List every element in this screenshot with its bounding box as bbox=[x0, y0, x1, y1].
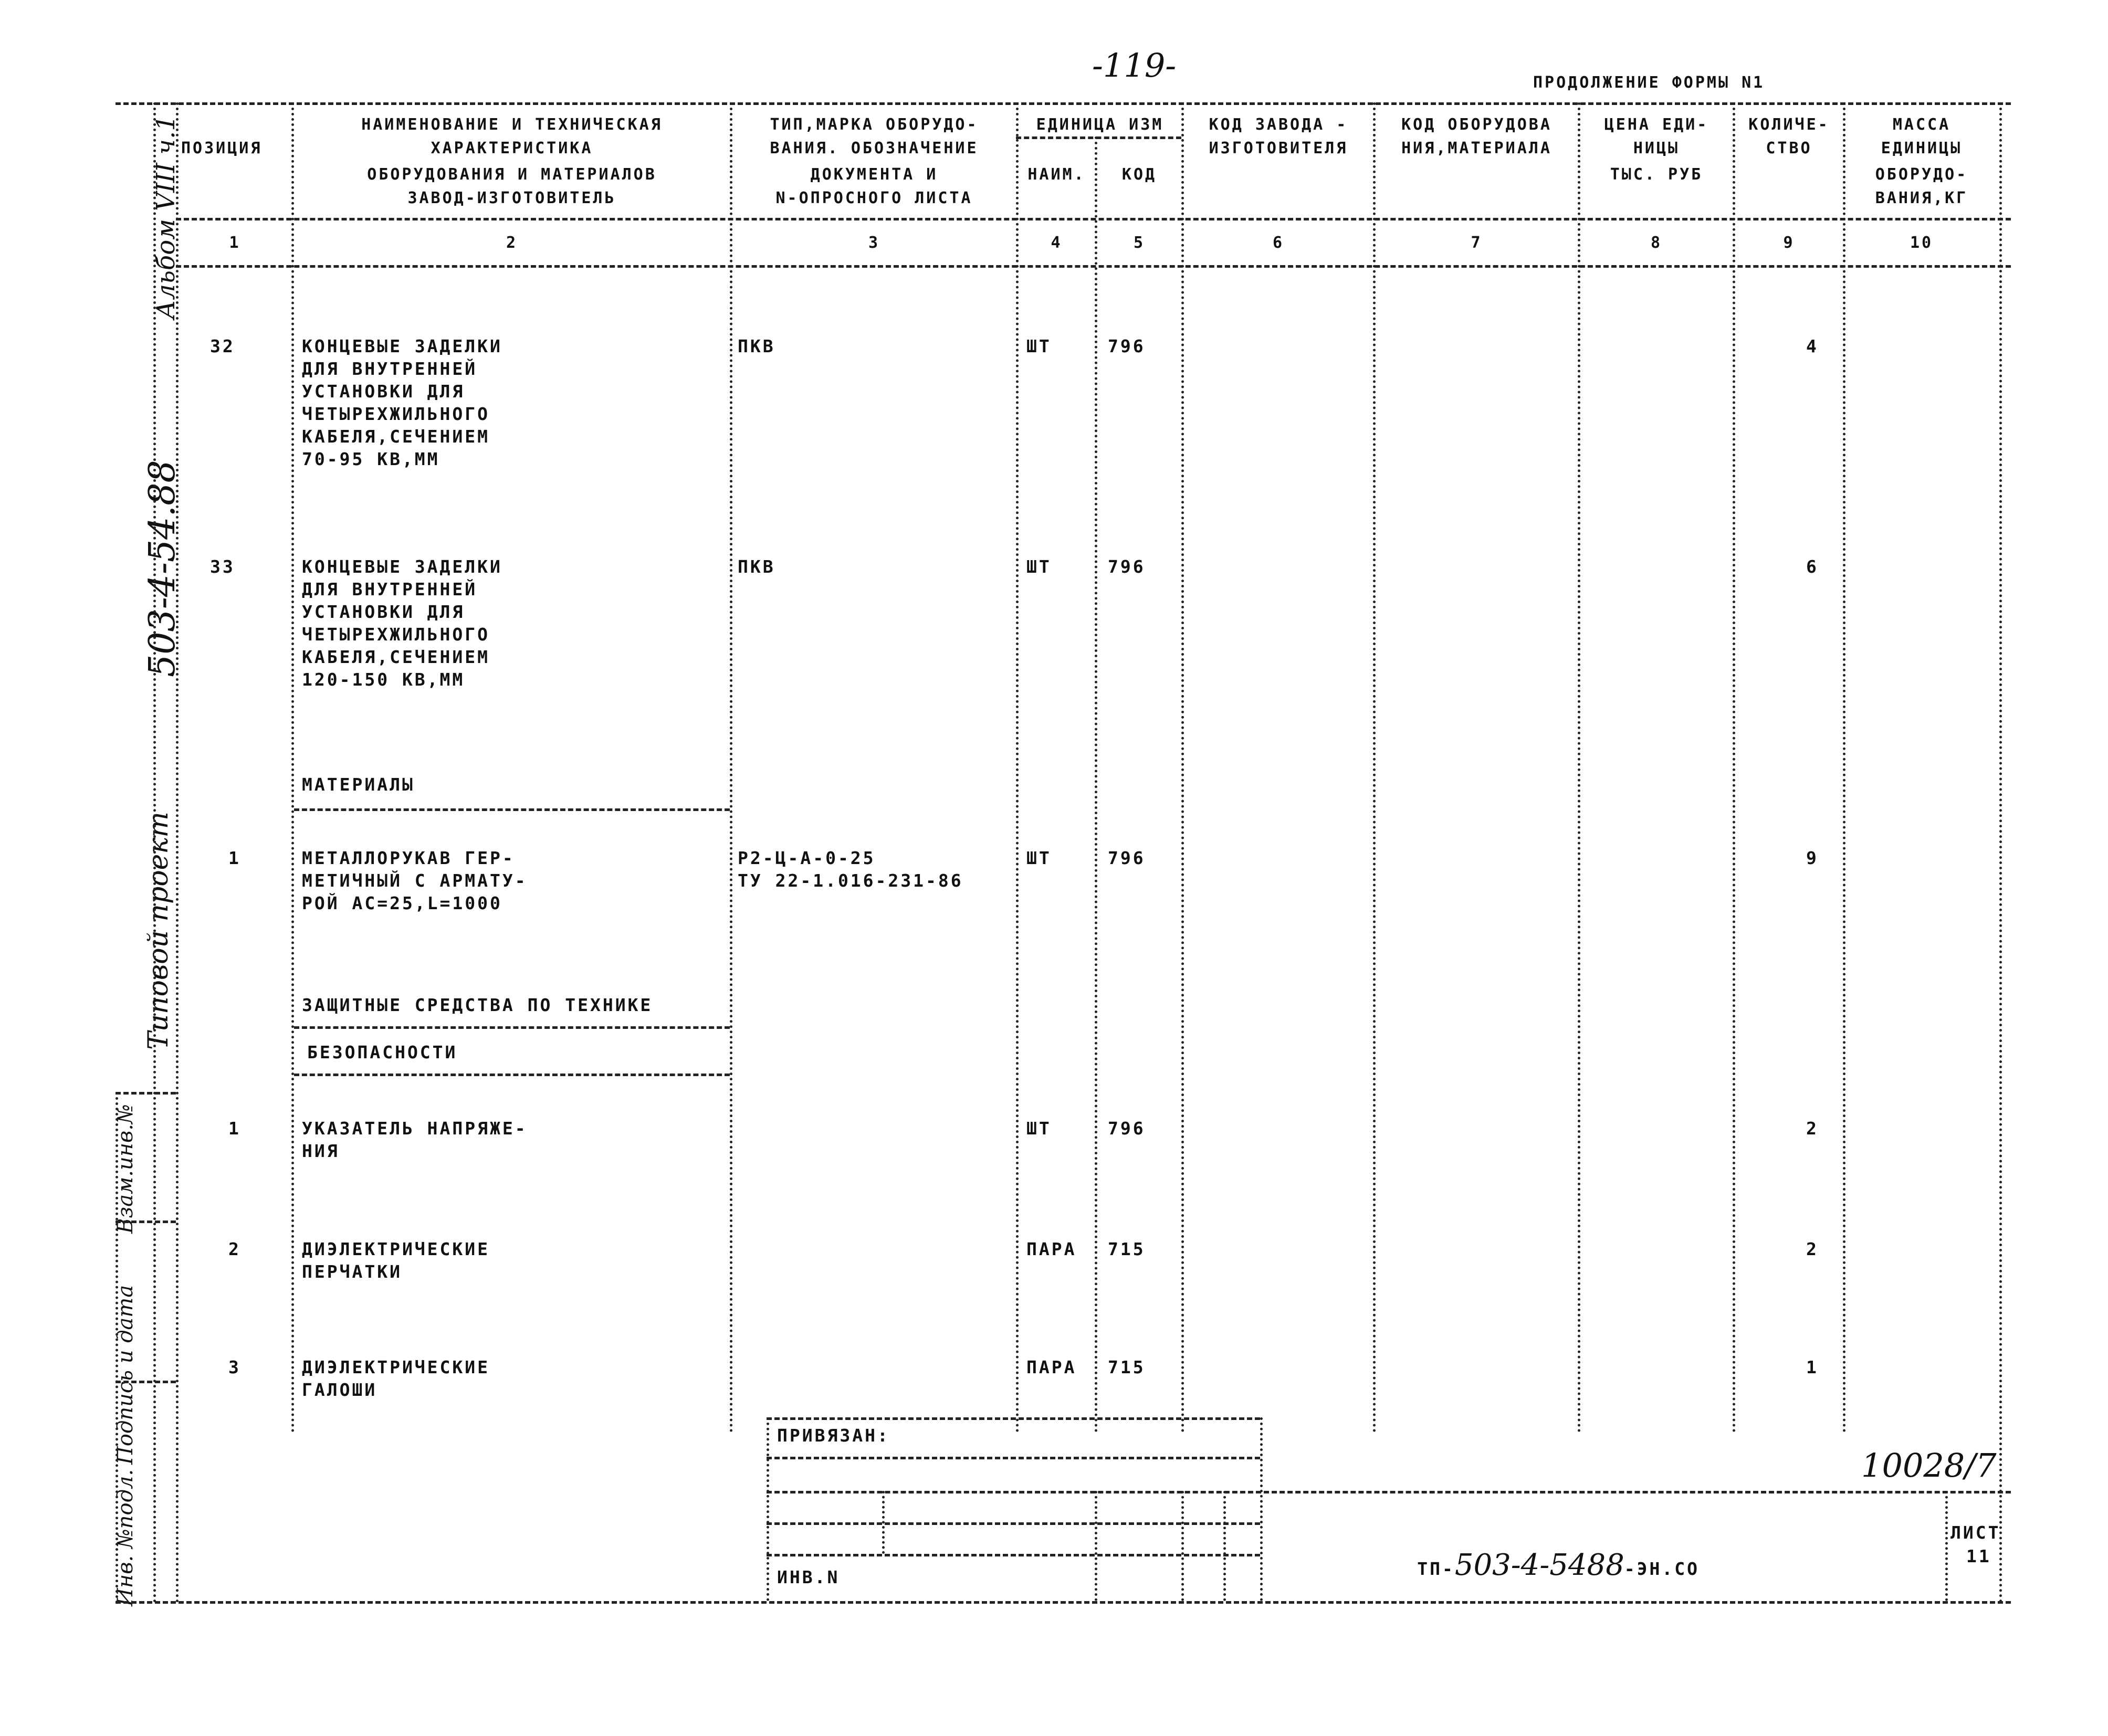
column-number: 5 bbox=[1133, 234, 1146, 252]
row-name-line: ДИЭЛЕКТРИЧЕСКИЕ bbox=[302, 1357, 490, 1377]
document-code bbox=[1407, 1538, 1700, 1582]
header-name-line: ЗАВОД-ИЗГОТОВИТЕЛЬ bbox=[407, 189, 616, 207]
row-name-line: УСТАНОВКИ ДЛЯ bbox=[302, 602, 465, 622]
replace-inv-stamp-label: Взам.инв.№ bbox=[113, 1104, 138, 1234]
section-underline bbox=[294, 808, 730, 811]
column-number: 6 bbox=[1272, 234, 1285, 252]
row-unit: ШТ bbox=[1026, 1118, 1052, 1139]
stamp-cell-divider bbox=[1181, 1491, 1184, 1601]
page-number: -119- bbox=[1092, 46, 1177, 85]
section-underline bbox=[294, 1074, 730, 1076]
col-divider bbox=[1095, 136, 1097, 1433]
stamp-border bbox=[767, 1491, 2011, 1493]
column-number: 3 bbox=[868, 234, 880, 252]
header-mass: ВАНИЯ,КГ bbox=[1875, 189, 1968, 207]
row-name-line: КОНЦЕВЫЕ ЗАДЕЛКИ bbox=[302, 336, 502, 356]
typical-project-label: Типовой проект bbox=[143, 812, 174, 1050]
column-number: 2 bbox=[506, 234, 518, 252]
document-code-handwritten: 503-4-5488 bbox=[1454, 1548, 1624, 1582]
stamp-cell-divider bbox=[882, 1491, 885, 1554]
row-name-line: МЕТИЧНЫЙ С АРМАТУ- bbox=[302, 870, 528, 891]
stamp-border bbox=[767, 1417, 1260, 1420]
row-name-line: ЧЕТЫРЕХЖИЛЬНОГО bbox=[302, 404, 490, 424]
row-unit-code: 796 bbox=[1108, 848, 1146, 868]
row-quantity: 6 bbox=[1806, 556, 1819, 577]
document-code-prefix: ТП- bbox=[1417, 1559, 1455, 1579]
col-divider bbox=[1373, 102, 1376, 1433]
row-position: 3 bbox=[228, 1357, 241, 1377]
row-unit-code: 715 bbox=[1108, 1357, 1146, 1377]
stamp-border bbox=[767, 1522, 1260, 1525]
row-name-line: КАБЕЛЯ,СЕЧЕНИЕМ bbox=[302, 647, 490, 667]
header-type-line: N-ОПРОСНОГО ЛИСТА bbox=[775, 189, 973, 207]
header-mass: ЕДИНИЦЫ bbox=[1881, 139, 1963, 157]
section-materials: МАТЕРИАЛЫ bbox=[302, 774, 415, 795]
sheet-number: 11 bbox=[1966, 1546, 1991, 1566]
margin-stamp-border bbox=[116, 1092, 118, 1604]
row-name-line: ПЕРЧАТКИ bbox=[302, 1261, 402, 1282]
stamp-cell-divider bbox=[1223, 1491, 1226, 1601]
col-divider bbox=[1578, 102, 1580, 1433]
header-equipment-code: НИЯ,МАТЕРИАЛА bbox=[1401, 139, 1552, 157]
project-code-vertical: 503-4-54.88 bbox=[142, 460, 183, 677]
row-position: 1 bbox=[228, 1118, 241, 1139]
row-unit: ШТ bbox=[1026, 556, 1052, 577]
header-unit-name: НАИМ. bbox=[1027, 165, 1086, 184]
header-type-line: ВАНИЯ. ОБОЗНАЧЕНИЕ bbox=[770, 139, 979, 157]
row-name-line: 120-150 КВ,ММ bbox=[302, 669, 465, 690]
col-divider bbox=[1181, 102, 1184, 1433]
header-type-line: ТИП,МАРКА ОБОРУДО- bbox=[770, 115, 979, 134]
row-quantity: 9 bbox=[1806, 848, 1819, 868]
header-mass: ОБОРУДО- bbox=[1875, 165, 1968, 184]
section-safety: БЕЗОПАСНОСТИ bbox=[307, 1042, 458, 1062]
table-top-border bbox=[116, 102, 2011, 105]
header-mass: МАССА bbox=[1892, 115, 1951, 134]
column-number: 9 bbox=[1783, 234, 1795, 252]
sheet-label: ЛИСТ bbox=[1950, 1522, 2001, 1543]
row-type: ТУ 22-1.016-231-86 bbox=[738, 870, 963, 891]
section-underline bbox=[294, 1026, 730, 1029]
margin-stamp-divider bbox=[116, 1221, 176, 1223]
column-number: 10 bbox=[1910, 234, 1934, 252]
table-bottom-border bbox=[116, 1601, 2011, 1604]
row-quantity: 2 bbox=[1806, 1118, 1819, 1139]
header-unit: ЕДИНИЦА ИЗМ bbox=[1036, 115, 1164, 134]
row-name-line: МЕТАЛЛОРУКАВ ГЕР- bbox=[302, 848, 515, 868]
col-divider bbox=[1843, 102, 1845, 1433]
row-name-line: ДЛЯ ВНУТРЕННЕЙ bbox=[302, 579, 478, 599]
row-quantity: 2 bbox=[1806, 1239, 1819, 1259]
row-name-line: НИЯ bbox=[302, 1141, 340, 1161]
row-unit-code: 796 bbox=[1108, 1118, 1146, 1139]
row-unit: ПАРА bbox=[1026, 1357, 1077, 1377]
row-name-line: УКАЗАТЕЛЬ НАПРЯЖЕ- bbox=[302, 1118, 528, 1139]
header-divider bbox=[176, 218, 2011, 220]
stamp-border bbox=[767, 1417, 769, 1601]
header-price: ЦЕНА ЕДИ- bbox=[1604, 115, 1709, 134]
signature-date-stamp-label: Подпись и дата bbox=[113, 1285, 138, 1465]
header-type-line: ДОКУМЕНТА И bbox=[810, 165, 938, 184]
sheet-cell-border bbox=[1945, 1491, 1948, 1601]
row-quantity: 1 bbox=[1806, 1357, 1819, 1377]
album-label: Альбом VIII ч.1 bbox=[151, 115, 181, 319]
table-left-border bbox=[176, 102, 179, 1604]
doc-number-handwritten: 10028/7 bbox=[1861, 1446, 1997, 1485]
stamp-cell-divider bbox=[1095, 1491, 1097, 1601]
header-name-line: ОБОРУДОВАНИЯ И МАТЕРИАЛОВ bbox=[367, 165, 657, 184]
stamp-border bbox=[1260, 1417, 1263, 1601]
row-name-line: ЧЕТЫРЕХЖИЛЬНОГО bbox=[302, 624, 490, 645]
header-name-line: ХАРАКТЕРИСТИКА bbox=[431, 139, 593, 157]
form-continuation-label: ПРОДОЛЖЕНИЕ ФОРМЫ N1 bbox=[1533, 73, 1765, 92]
header-equipment-code: КОД ОБОРУДОВА bbox=[1401, 115, 1552, 134]
row-name-line: УСТАНОВКИ ДЛЯ bbox=[302, 381, 465, 402]
header-unit-code: КОД bbox=[1121, 165, 1157, 184]
row-unit-code: 796 bbox=[1108, 556, 1146, 577]
row-name-line: 70-95 КВ,ММ bbox=[302, 449, 440, 469]
row-name-line: ДИЭЛЕКТРИЧЕСКИЕ bbox=[302, 1239, 490, 1259]
header-name-line: НАИМЕНОВАНИЕ И ТЕХНИЧЕСКАЯ bbox=[361, 115, 663, 134]
margin-divider bbox=[153, 102, 156, 1604]
row-name-line: РОЙ АС=25,L=1000 bbox=[302, 893, 502, 913]
row-name-line: КОНЦЕВЫЕ ЗАДЕЛКИ bbox=[302, 556, 502, 577]
row-type: Р2-Ц-А-0-25 bbox=[738, 848, 876, 868]
column-number-divider bbox=[176, 265, 2011, 268]
header-plant-code: КОД ЗАВОДА - bbox=[1209, 115, 1348, 134]
section-safety: ЗАЩИТНЫЕ СРЕДСТВА ПО ТЕХНИКЕ bbox=[302, 995, 653, 1015]
margin-stamp-divider bbox=[116, 1092, 176, 1095]
unit-header-divider bbox=[1016, 136, 1181, 139]
header-price: ТЫС. РУБ bbox=[1610, 165, 1703, 184]
row-position: 2 bbox=[228, 1239, 241, 1259]
margin-stamp-divider bbox=[116, 1381, 176, 1383]
header-position: ПОЗИЦИЯ bbox=[181, 139, 263, 157]
table-right-border bbox=[1999, 102, 2002, 1604]
inv-orig-stamp-label: Инв. №подл. bbox=[113, 1469, 138, 1606]
header-quantity: СТВО bbox=[1766, 139, 1812, 157]
header-plant-code: ИЗГОТОВИТЕЛЯ bbox=[1209, 139, 1348, 157]
stamp-border bbox=[767, 1554, 1260, 1556]
row-unit: ШТ bbox=[1026, 848, 1052, 868]
row-unit: ПАРА bbox=[1026, 1239, 1077, 1259]
row-quantity: 4 bbox=[1806, 336, 1819, 356]
col-divider bbox=[1733, 102, 1735, 1433]
document-code-suffix: -ЭН.СО bbox=[1624, 1559, 1700, 1579]
col-divider bbox=[291, 102, 294, 1433]
col-divider bbox=[1016, 102, 1019, 1433]
row-position: 1 bbox=[228, 848, 241, 868]
stamp-tied-label: ПРИВЯЗАН: bbox=[777, 1425, 890, 1446]
column-number: 8 bbox=[1650, 234, 1663, 252]
row-type: ПКВ bbox=[738, 556, 775, 577]
row-name-line: ДЛЯ ВНУТРЕННЕЙ bbox=[302, 359, 478, 379]
row-position: 33 bbox=[210, 556, 235, 577]
row-name-line: КАБЕЛЯ,СЕЧЕНИЕМ bbox=[302, 426, 490, 447]
column-number: 7 bbox=[1471, 234, 1483, 252]
row-position: 32 bbox=[210, 336, 235, 356]
header-price: НИЦЫ bbox=[1633, 139, 1680, 157]
row-type: ПКВ bbox=[738, 336, 775, 356]
column-number: 4 bbox=[1051, 234, 1063, 252]
col-divider bbox=[730, 102, 732, 1433]
stamp-border bbox=[767, 1457, 1260, 1459]
column-number: 1 bbox=[229, 234, 241, 252]
header-quantity: КОЛИЧЕ- bbox=[1748, 115, 1830, 134]
row-unit-code: 796 bbox=[1108, 336, 1146, 356]
row-unit-code: 715 bbox=[1108, 1239, 1146, 1259]
row-name-line: ГАЛОШИ bbox=[302, 1380, 377, 1400]
row-unit: ШТ bbox=[1026, 336, 1052, 356]
stamp-inv-label: ИНВ.N bbox=[777, 1567, 840, 1587]
